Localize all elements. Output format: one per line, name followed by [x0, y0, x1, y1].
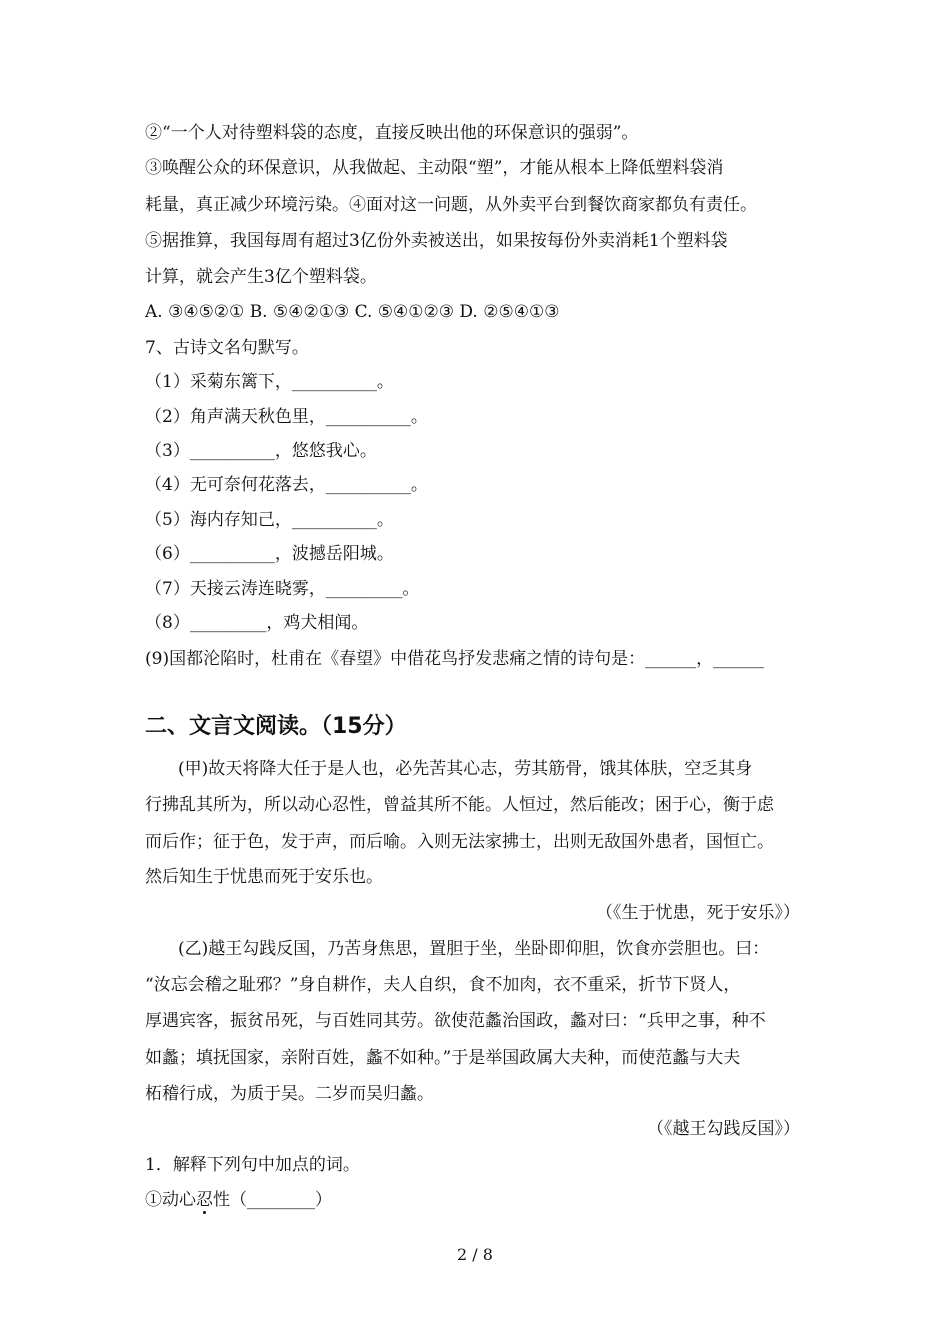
q6-sentence-2: ②“一个人对待塑料袋的态度，直接反映出他的环保意识的强弱”。	[145, 123, 639, 143]
q6-sentence-3-cont: 耗量，真正减少环境污染。④面对这一问题，从外卖平台到餐饮商家都负有责任。	[145, 195, 757, 215]
page-number: 2 / 8	[457, 1245, 493, 1264]
question-1-item-1	[145, 1188, 810, 1212]
q7-item-3: （3）__________，悠悠我心。	[145, 441, 377, 461]
q7-item-6: （6）__________，波撼岳阳城。	[145, 544, 394, 564]
q7-item-5: （5）海内存知己，__________。	[145, 510, 394, 530]
dotted-word: 忍	[196, 1190, 213, 1210]
q7-item-4: （4）无可奈何花落去，__________。	[145, 475, 428, 495]
q1-item-prefix: ①动心	[145, 1190, 196, 1210]
q7-item-9: (9)国都沦陷时，杜甫在《春望》中借花鸟抒发悲痛之情的诗句是：______，______	[145, 649, 765, 669]
passage-jia-line-2: 行拂乱其所为，所以动心忍性，曾益其所不能。人恒过，然后能改；困于心，衡于虑	[145, 795, 774, 815]
q7-item-8: （8）_________，鸡犬相闻。	[145, 613, 369, 633]
q6-options: A. ③④⑤②① B. ⑤④②①③ C. ⑤④①②③ D. ②⑤④①③	[145, 302, 560, 322]
q7-title: 7、古诗文名句默写。	[145, 338, 309, 358]
passage-jia-source: （《生于忧患，死于安乐》）	[596, 903, 800, 923]
q7-item-2: （2）角声满天秋色里，__________。	[145, 407, 428, 427]
passage-jia-line-1: (甲)故天将降大任于是人也，必先苦其心志，劳其筋骨，饿其体肤，空乏其身	[178, 759, 753, 779]
q1-item-answer-blank: 性（________）	[213, 1190, 332, 1210]
passage-yi-source: （《越王勾践反国》）	[647, 1119, 800, 1139]
q7-item-7: （7）天接云涛连晓雾，_________。	[145, 579, 420, 599]
section-heading: 二、文言文阅读。（15分）	[145, 714, 407, 739]
passage-yi-line-1: (乙)越王勾践反国，乃苦身焦思，置胆于坐，坐卧即仰胆，饮食亦尝胆也。曰：	[178, 939, 770, 959]
passage-yi-line-2: “汝忘会稽之耻邪？”身自耕作，夫人自织，食不加肉，衣不重采，折节下贤人，	[145, 975, 741, 995]
question-1-title: 1．解释下列句中加点的词。	[145, 1155, 360, 1175]
passage-yi-line-4: 如蠡；填抚国家，亲附百姓，蠡不如种。”于是举国政属大夫种，而使范蠡与大夫	[145, 1048, 741, 1068]
q6-sentence-5: ⑤据推算，我国每周有超过3亿份外卖被送出，如果按每份外卖消耗1个塑料袋	[145, 231, 728, 251]
passage-yi-line-3: 厚遇宾客，振贫吊死，与百姓同其劳。欲使范蠡治国政，蠡对曰：“兵甲之事，种不	[145, 1011, 766, 1031]
q6-sentence-5-cont: 计算，就会产生3亿个塑料袋。	[145, 267, 377, 287]
passage-jia-line-3: 而后作；征于色，发于声，而后喻。入则无法家拂士，出则无敌国外患者，国恒亡。	[145, 832, 774, 852]
q7-item-1: （1）采菊东篱下，__________。	[145, 372, 394, 392]
passage-yi-line-5: 柘稽行成，为质于吴。二岁而吴归蠡。	[145, 1084, 434, 1104]
passage-jia-line-4: 然后知生于忧患而死于安乐也。	[145, 867, 383, 887]
q6-sentence-3: ③唤醒公众的环保意识，从我做起、主动限“塑”，才能从根本上降低塑料袋消	[145, 158, 724, 178]
